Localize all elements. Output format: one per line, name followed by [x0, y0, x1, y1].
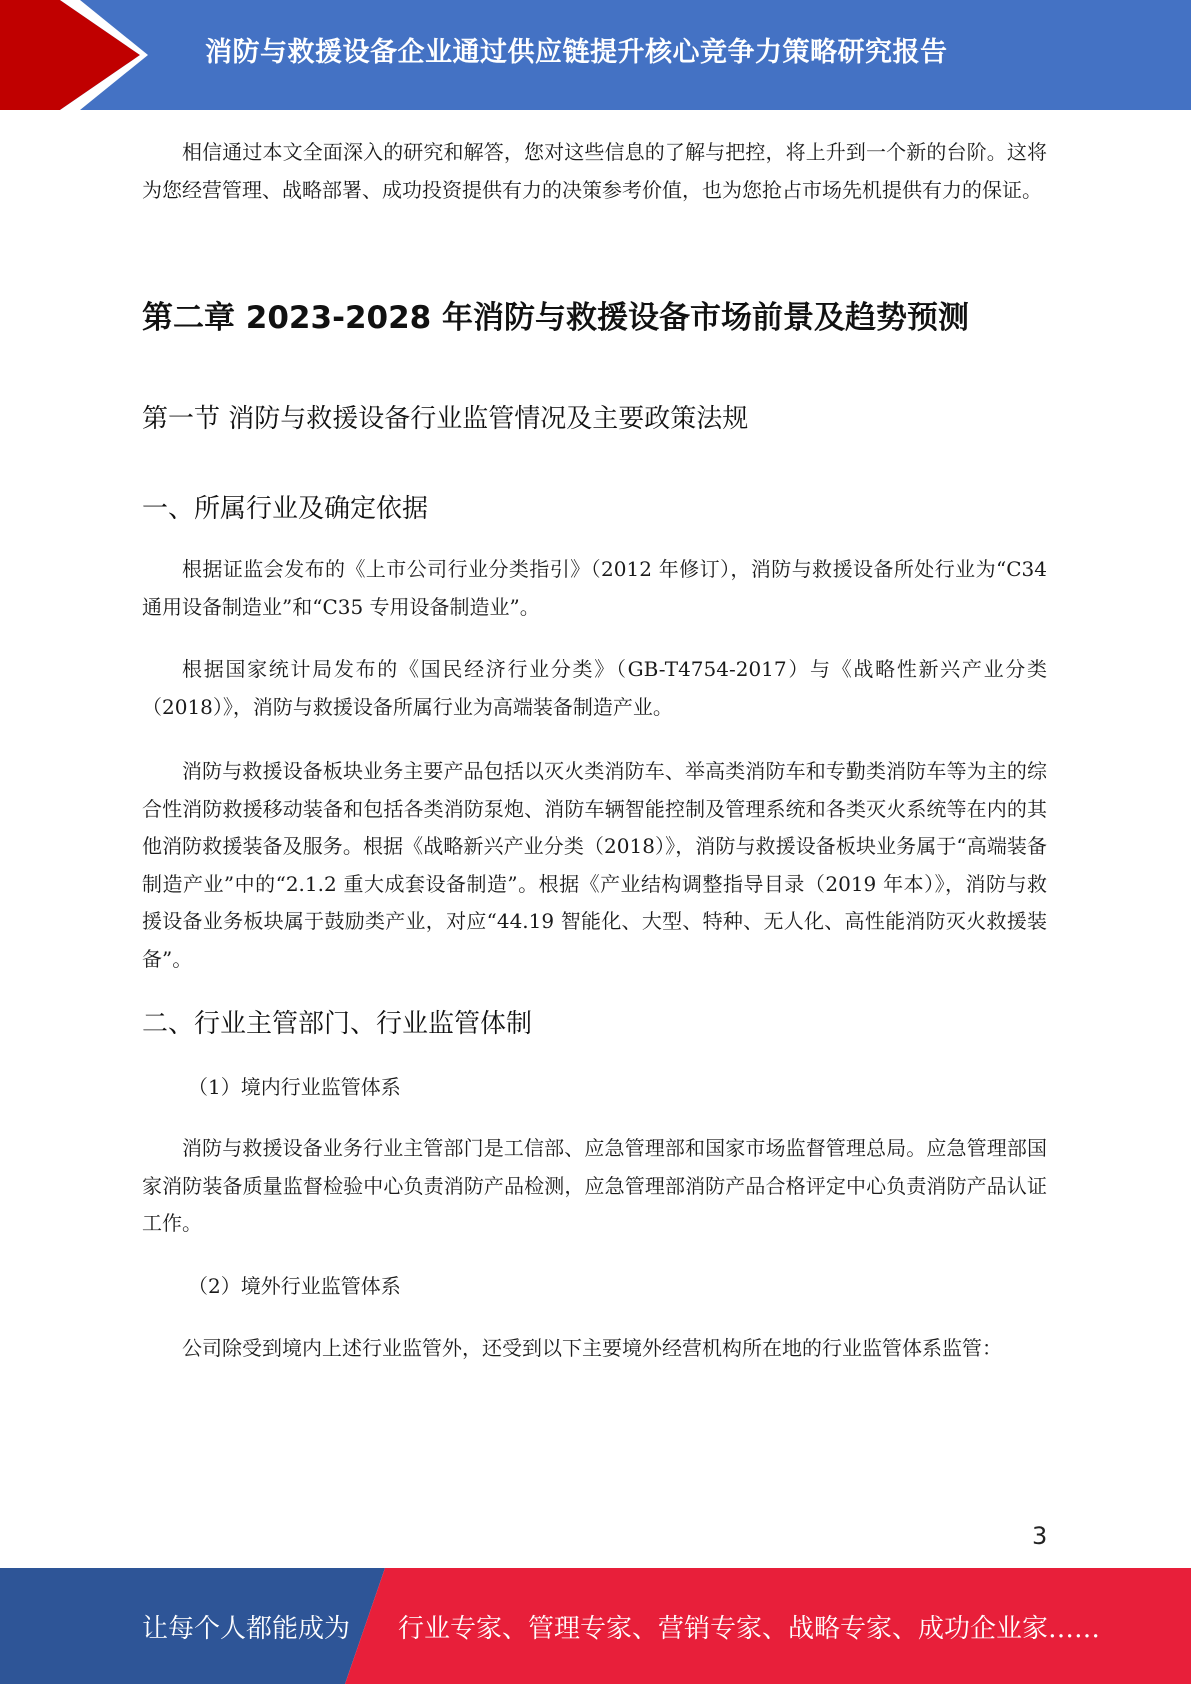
page-number: 3 — [1032, 1522, 1048, 1550]
part1-heading: 一、所属行业及确定依据 — [142, 494, 429, 524]
part2-heading-block — [142, 1003, 1047, 1040]
part2-heading: 二、行业主管部门、行业监管体制 — [142, 1009, 533, 1039]
part2-paragraph-overseas: 公司除受到境内上述行业监管外，还受到以下主要境外经营机构所在地的行业监管体系监管： — [182, 1336, 1002, 1360]
part1-heading-block — [142, 488, 1047, 525]
part1-paragraph-3-block — [142, 753, 1047, 978]
part2-para1-block — [142, 1130, 1047, 1243]
footer-slogan-right: 行业专家、管理专家、营销专家、战略专家、成功企业家…… — [398, 1614, 1101, 1644]
section-title: 第一节 消防与救援设备行业监管情况及主要政策法规 — [142, 404, 749, 434]
subheading-domestic: （1）境内行业监管体系 — [188, 1075, 401, 1099]
part2-sub2-block — [188, 1271, 1093, 1301]
subheading-overseas: （2）境外行业监管体系 — [188, 1274, 401, 1298]
section-block — [142, 398, 1047, 435]
part2-paragraph-domestic: 消防与救援设备业务行业主管部门是工信部、应急管理部和国家市场监督管理总局。应急管理部国家消防装备质量监督检验中心负责消防产品检测，应急管理部消防产品合格评定中心负责消防产品认证工作。 — [142, 1136, 1047, 1235]
page-header — [0, 0, 1191, 110]
chapter-block — [142, 292, 1047, 337]
part2-sub1-block — [188, 1072, 1093, 1102]
part2-para2-block — [142, 1330, 1047, 1368]
part1-paragraph-1-block — [142, 551, 1047, 626]
part1-paragraph: 消防与救援设备板块业务主要产品包括以灭火类消防车、举高类消防车和专勤类消防车等为主的综合性消防救援移动装备和包括各类消防泵炮、消防车辆智能控制及管理系统和各类灭火系统等在内的其他消防救援装备及服务。根据《战略新兴产业分类（2018）》，消防与救援设备板块业务属于“高端装备制造产业”中的“2.1.2 重大成套设备制造”。根据《产业结构调整指导目录（2019 年本）》，消防与救援设备业务板块属于鼓励类产业，对应“44.19 智能化、大型、特种、无人化、高性能消防灭火救援装备”。 — [142, 759, 1047, 971]
header-arrow-decoration — [0, 0, 160, 110]
page-footer — [0, 1568, 1191, 1684]
part1-paragraph-2-block — [142, 651, 1047, 726]
report-title: 消防与救援设备企业通过供应链提升核心竞争力策略研究报告 — [205, 37, 948, 68]
footer-slogan-left: 让每个人都能成为 — [142, 1614, 351, 1644]
intro-paragraph: 相信通过本文全面深入的研究和解答，您对这些信息的了解与把控，将上升到一个新的台阶。这将为您经营管理、战略部署、成功投资提供有力的决策参考价值，也为您抢占市场先机提供有力的保证。 — [142, 140, 1047, 202]
chapter-title: 第二章 2023-2028 年消防与救援设备市场前景及趋势预测 — [142, 300, 970, 336]
intro-block — [142, 134, 1047, 209]
part1-paragraph: 根据证监会发布的《上市公司行业分类指引》（2012 年修订），消防与救援设备所处行业为“C34 通用设备制造业”和“C35 专用设备制造业”。 — [142, 557, 1047, 619]
part1-paragraph: 根据国家统计局发布的《国民经济行业分类》（GB-T4754-2017）与《战略性新兴产业分类（2018）》，消防与救援设备所属行业为高端装备制造产业。 — [142, 657, 1047, 719]
